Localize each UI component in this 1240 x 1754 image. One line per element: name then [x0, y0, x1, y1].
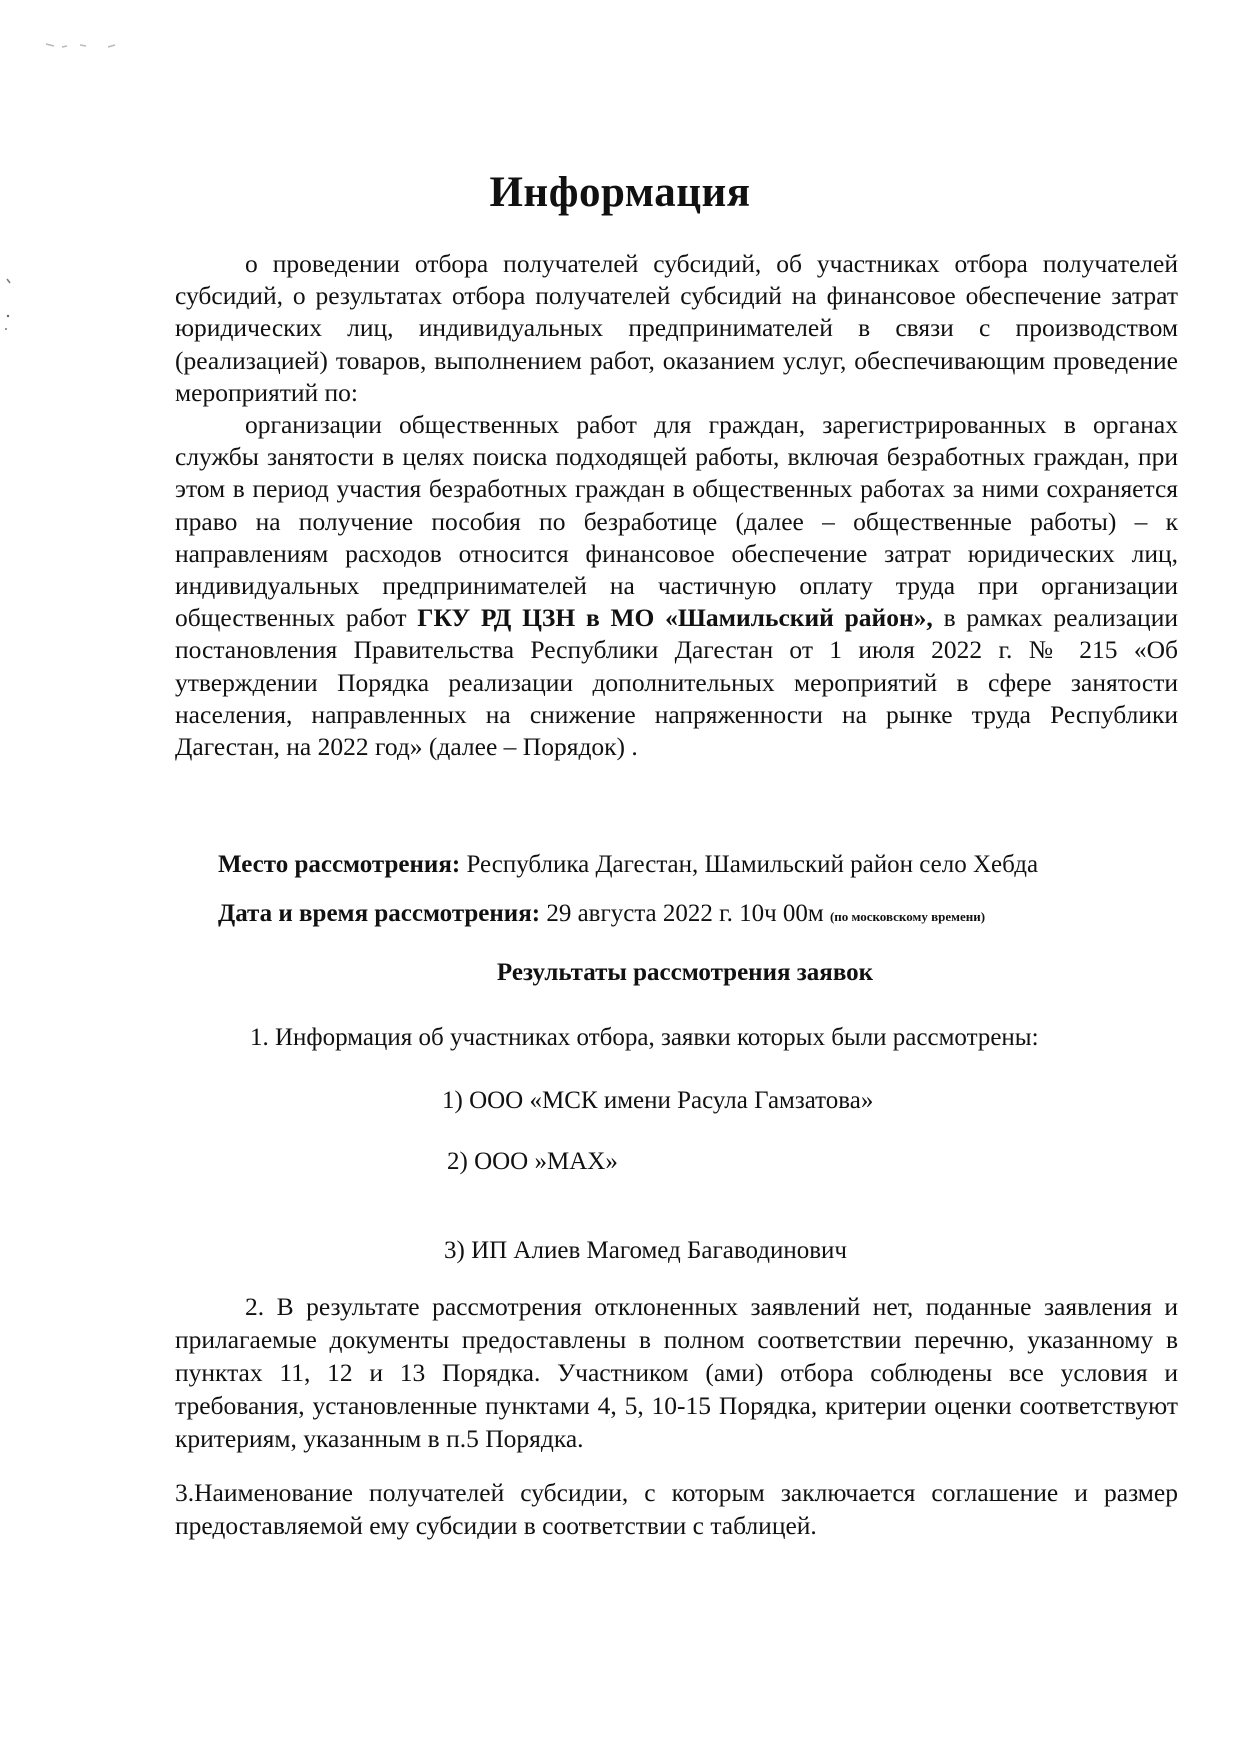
place-line [218, 849, 1038, 881]
place-label: Место рассмотрения: [218, 851, 461, 878]
item-2: 2. В результате рассмотрения отклоненных заявлений нет, поданные заявления и прилагаемые документы предоставлены в полном соответствии перечню, указанному в пунктах 11, 12 и 13 Порядка. Участником (ами) отбора соблюдены все условия и требования, установленные пунктами 4, 5, 10-15 Порядка, критерии оценки соответствуют критериям, указанным в п.5 Порядка. [175, 1292, 1178, 1453]
intro-paragraph-2-end: в рамках реализации постановления Правительства Республики Дагестан от 1 июля 2022 г. № 215 «Об утверждении Порядка реализации дополнительных мероприятий в сфере занятости населения, направленных на снижение напряженности на рынке труда Республики Дагестан, на 2022 год» (далее – Порядок) . [175, 603, 1178, 762]
datetime-label: Дата и время рассмотрения: [218, 900, 541, 927]
results-heading: Результаты рассмотрения заявок [496, 959, 874, 986]
participant-3: 3) ИП Алиев Магомед Багаводинович [444, 1237, 847, 1264]
datetime-line [218, 898, 985, 933]
intro-paragraph-2 [175, 409, 1178, 763]
document-title: Информация [489, 169, 751, 216]
intro-paragraph-2-start: организации общественных работ для граждан, зарегистрированных в органах службы занятости в целях поиска подходящей работы, включая безработных граждан, при этом в период участия безработных граждан в общественных работах за ними сохраняется право на получение пособия по безработице (далее – общественные работы) – к направлениям расходов относится финансовое обеспечение затрат юридических лиц, индивидуальных предпринимателей на частичную оплату труда при организации общественных работ [175, 410, 1178, 633]
place-value: Республика Дагестан, Шамильский район село Хебда [466, 851, 1039, 878]
organization-name: ГКУ РД ЦЗН в МО «Шамильский район», [417, 603, 933, 633]
datetime-value: 29 августа 2022 г. 10ч 00м [546, 900, 824, 927]
datetime-note: (по московскому времени) [829, 909, 986, 924]
item-3: 3.Наименование получателей субсидии, с которым заключается соглашение и размер предоставляемой ему субсидии в соответствии с таблицей. [175, 1478, 1178, 1540]
item-1: 1. Информация об участниках отбора, заявки которых были рассмотрены: [250, 1024, 1039, 1051]
intro-text [175, 248, 1178, 763]
participant-1: 1) ООО «МСК имени Расула Гамзатова» [442, 1087, 874, 1114]
participant-2: 2) ООО »МАХ» [447, 1148, 618, 1175]
intro-paragraph-1: о проведении отбора получателей субсидий, об участниках отбора получателей субсидий, о результатах отбора получателей субсидий на финансовое обеспечение затрат юридических лиц, индивидуальных предпринимателей в связи с производством (реализацией) товаров, выполнением работ, оказанием услуг, обеспечивающим проведение мероприятий по: [175, 249, 1178, 407]
